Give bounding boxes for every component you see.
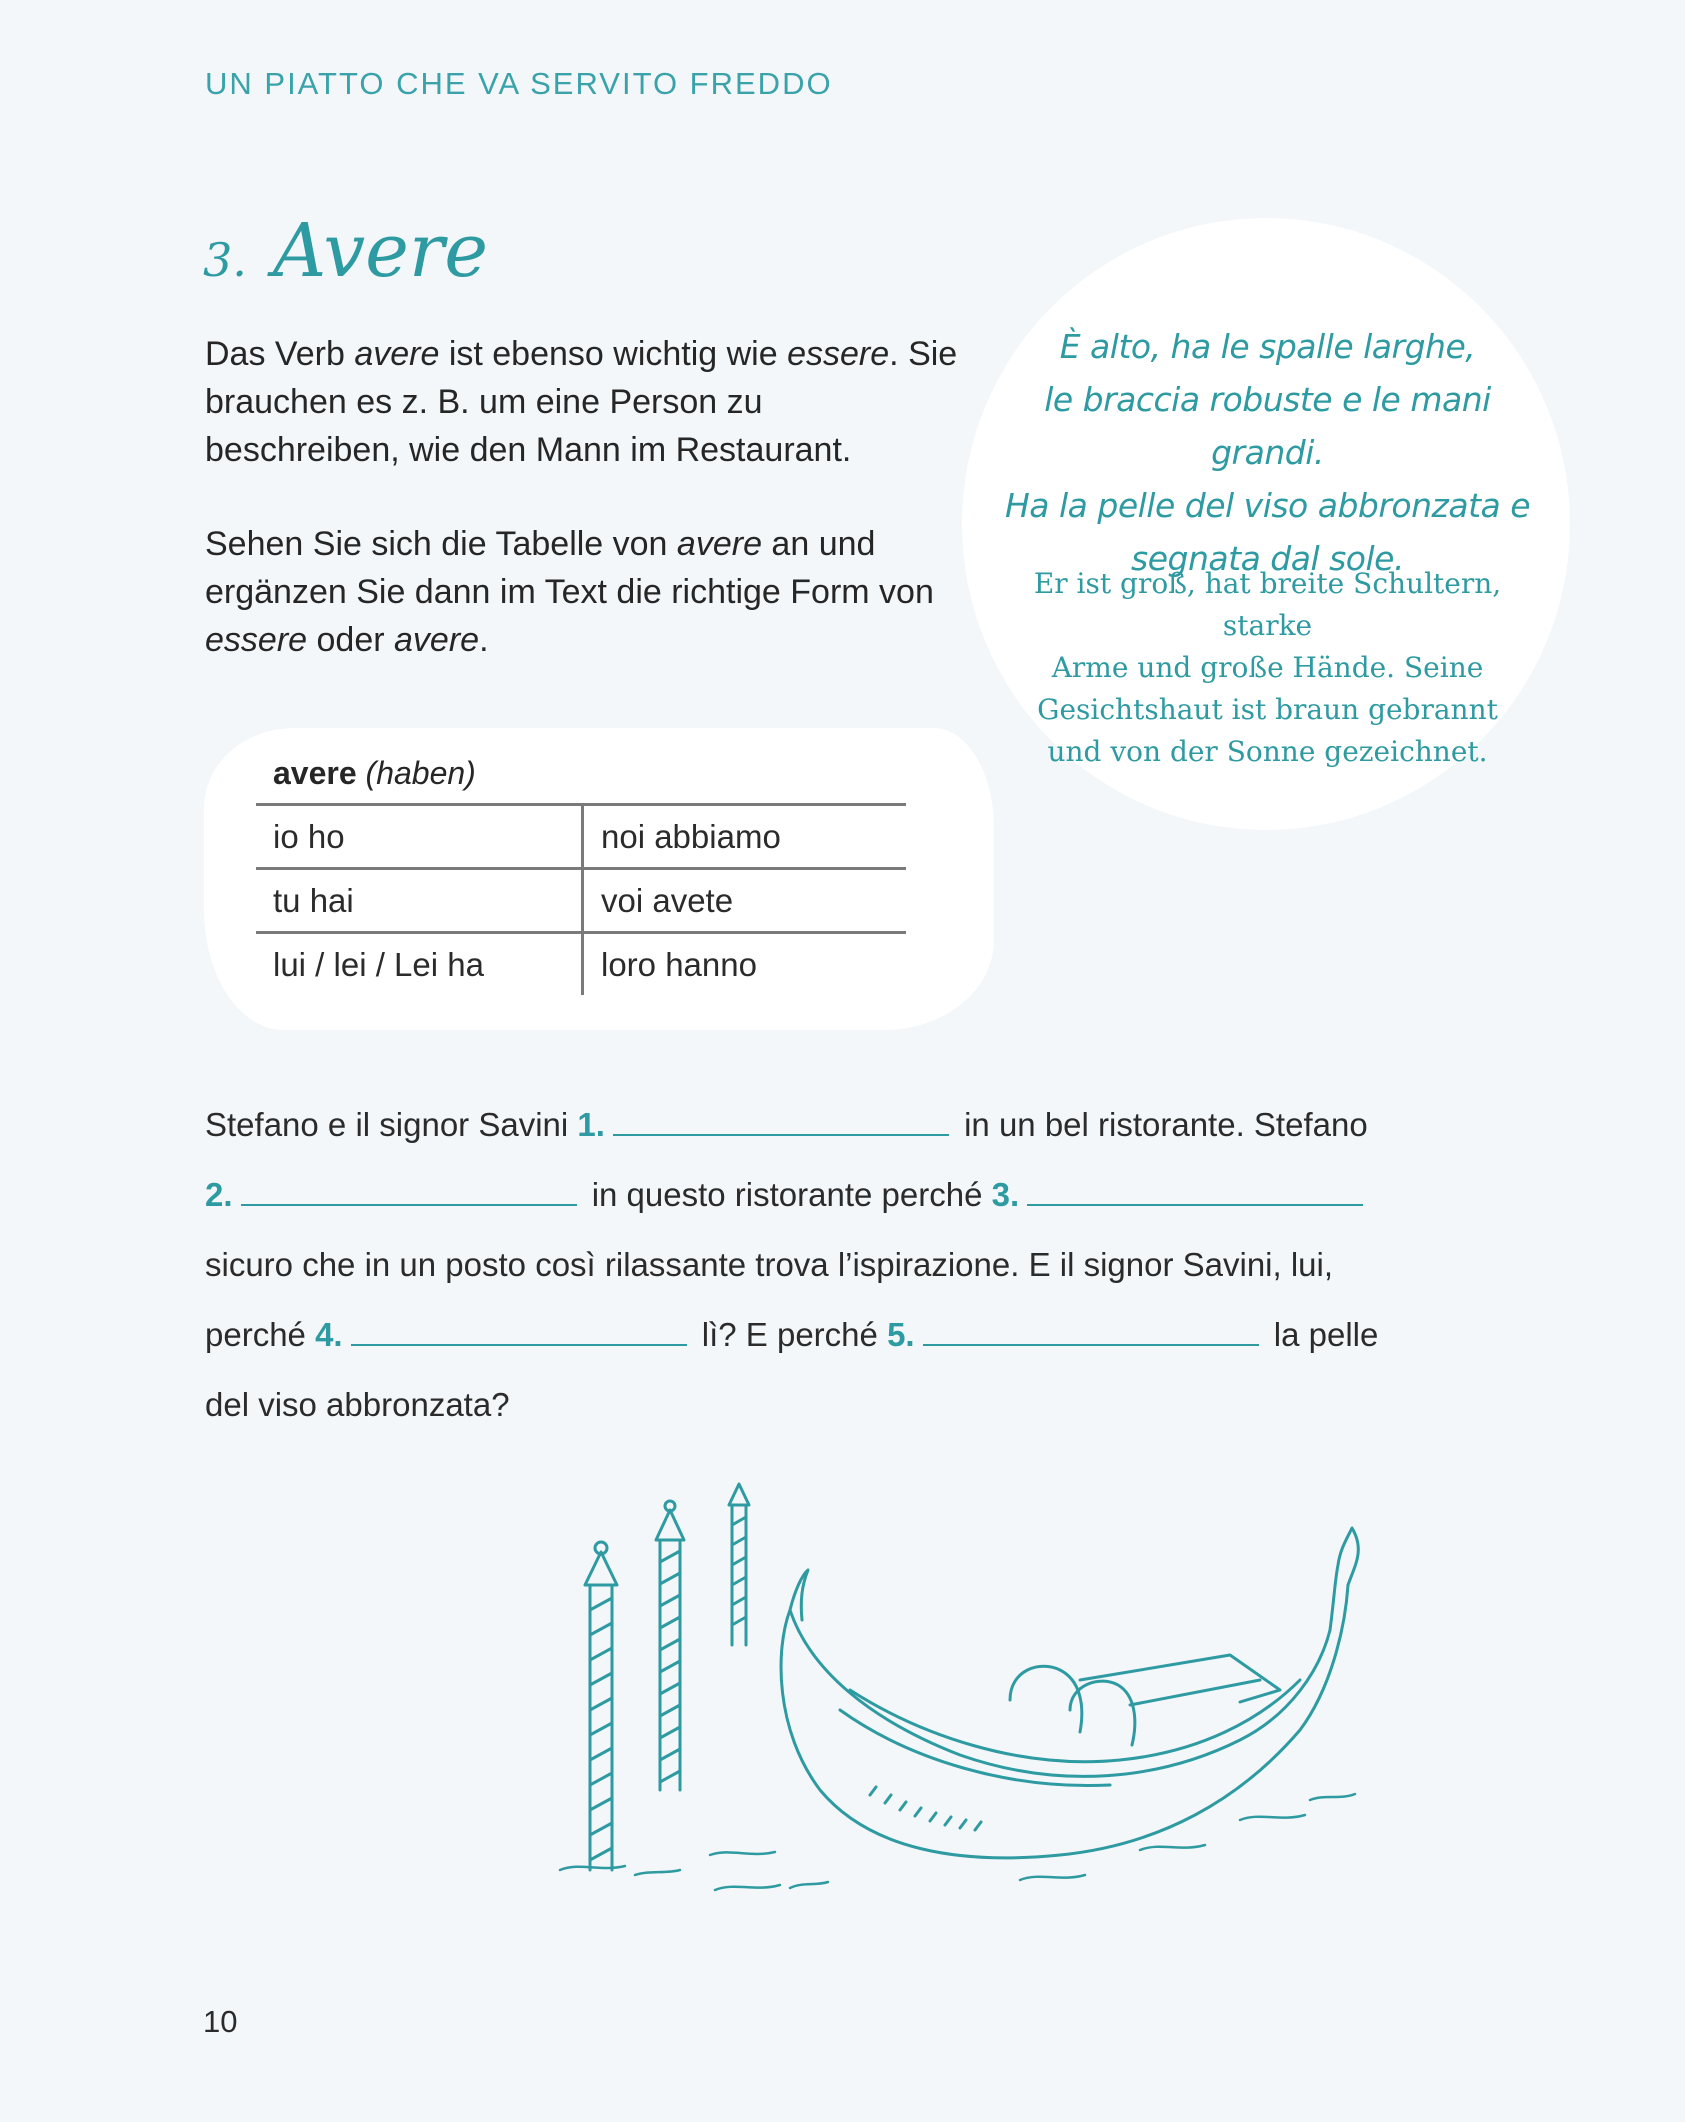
- exercise-text: la pelle: [1264, 1316, 1379, 1353]
- mooring-pole-icon: [585, 1542, 617, 1870]
- exercise-line-5: [205, 1386, 1405, 1424]
- exercise-line-1: [205, 1106, 1405, 1144]
- blank-number: 4.: [315, 1316, 343, 1353]
- table-cell: loro hanno: [601, 945, 757, 983]
- table-row: [256, 933, 906, 996]
- emphasis-avere: avere: [394, 621, 480, 659]
- table-cell: voi avete: [601, 881, 734, 919]
- blank-number: 1.: [577, 1106, 605, 1143]
- italian-quote-line: le braccia robuste e le mani grandi.: [1044, 380, 1491, 472]
- italian-quote-line: segnata dal sole.: [1131, 539, 1404, 578]
- table-row: [256, 805, 906, 869]
- table-row: [256, 869, 906, 933]
- conjugation-table: [256, 803, 906, 995]
- table-verb: avere: [273, 755, 357, 791]
- exercise-line-2: [205, 1176, 1405, 1214]
- blank-number: 3.: [991, 1176, 1020, 1213]
- emphasis-essere: essere: [787, 335, 890, 373]
- blank-1[interactable]: [613, 1130, 949, 1136]
- mooring-pole-icon: [729, 1484, 749, 1645]
- table-cell: io ho: [256, 805, 583, 869]
- text-run: oder: [307, 621, 395, 659]
- table-translation: (haben): [365, 755, 476, 791]
- exercise-line-4: [205, 1316, 1405, 1354]
- blank-3[interactable]: [1027, 1200, 1363, 1206]
- text-run: Sehen Sie sich die Tabelle von: [205, 525, 677, 563]
- table-cell: tu hai: [256, 869, 583, 933]
- blank-number: 5.: [887, 1316, 915, 1353]
- italian-quote-line: Ha la pelle del viso abbronzata e: [1004, 486, 1531, 525]
- page-number: 10: [203, 2004, 238, 2039]
- text-run: .: [479, 621, 489, 659]
- exercise-line-3: [205, 1246, 1405, 1284]
- text-run: ist ebenso wichtig wie: [439, 335, 788, 373]
- intro-paragraph-2: [205, 520, 965, 664]
- german-translation-line: Er ist groß, hat breite Schultern, starke: [1033, 567, 1502, 642]
- italian-quote: [990, 320, 1545, 585]
- running-header: UN PIATTO CHE VA SERVITO FREDDO: [205, 66, 833, 101]
- exercise-text: Stefano e il signor Savini: [205, 1106, 578, 1143]
- german-translation-line: Gesichtshaut ist braun gebrannt: [1037, 693, 1498, 726]
- intro-paragraph-1: [205, 330, 965, 474]
- text-run: an und ergänzen Sie dann im Text die richtige Form von: [205, 525, 934, 611]
- text-run: Das Verb: [205, 335, 355, 373]
- text-run: . Sie brauchen es z. B. um eine Person zu beschreiben, wie den Mann im Restaurant.: [205, 335, 958, 469]
- table-cell: noi abbiamo: [601, 817, 781, 855]
- exercise-text: del viso abbronzata?: [205, 1386, 510, 1423]
- table-cell: lui / lei / Lei ha: [256, 933, 583, 996]
- german-translation-line: und von der Sonne gezeichnet.: [1047, 735, 1488, 768]
- blank-2[interactable]: [241, 1200, 577, 1206]
- blank-5[interactable]: [923, 1340, 1259, 1346]
- section-title: [203, 208, 488, 294]
- blank-number: 2.: [205, 1176, 233, 1213]
- exercise-text: lì? E perché: [692, 1316, 888, 1353]
- water-ripples-icon: [560, 1794, 1355, 1890]
- italian-quote-line: È alto, ha le spalle larghe,: [1059, 327, 1476, 366]
- exercise-text: sicuro che in un posto così rilassante trova l’ispirazione. E il signor Savini, lui,: [205, 1246, 1334, 1283]
- emphasis-avere: avere: [354, 335, 440, 373]
- emphasis-essere: essere: [205, 621, 308, 659]
- gondola-boat-icon: [781, 1528, 1358, 1858]
- emphasis-avere: avere: [676, 525, 762, 563]
- mooring-pole-icon: [656, 1501, 684, 1790]
- section-heading: Avere: [272, 208, 489, 294]
- exercise-text: in questo ristorante perché: [582, 1176, 992, 1213]
- exercise-text: perché: [205, 1316, 316, 1353]
- blank-4[interactable]: [351, 1340, 687, 1346]
- section-number: 3.: [203, 233, 247, 287]
- german-translation-line: Arme und große Hände. Seine: [1051, 651, 1484, 684]
- gondola-illustration-icon: [540, 1470, 1400, 1910]
- exercise-text: in un bel ristorante. Stefano: [954, 1106, 1368, 1143]
- table-heading: [273, 755, 476, 792]
- german-translation: [990, 563, 1545, 773]
